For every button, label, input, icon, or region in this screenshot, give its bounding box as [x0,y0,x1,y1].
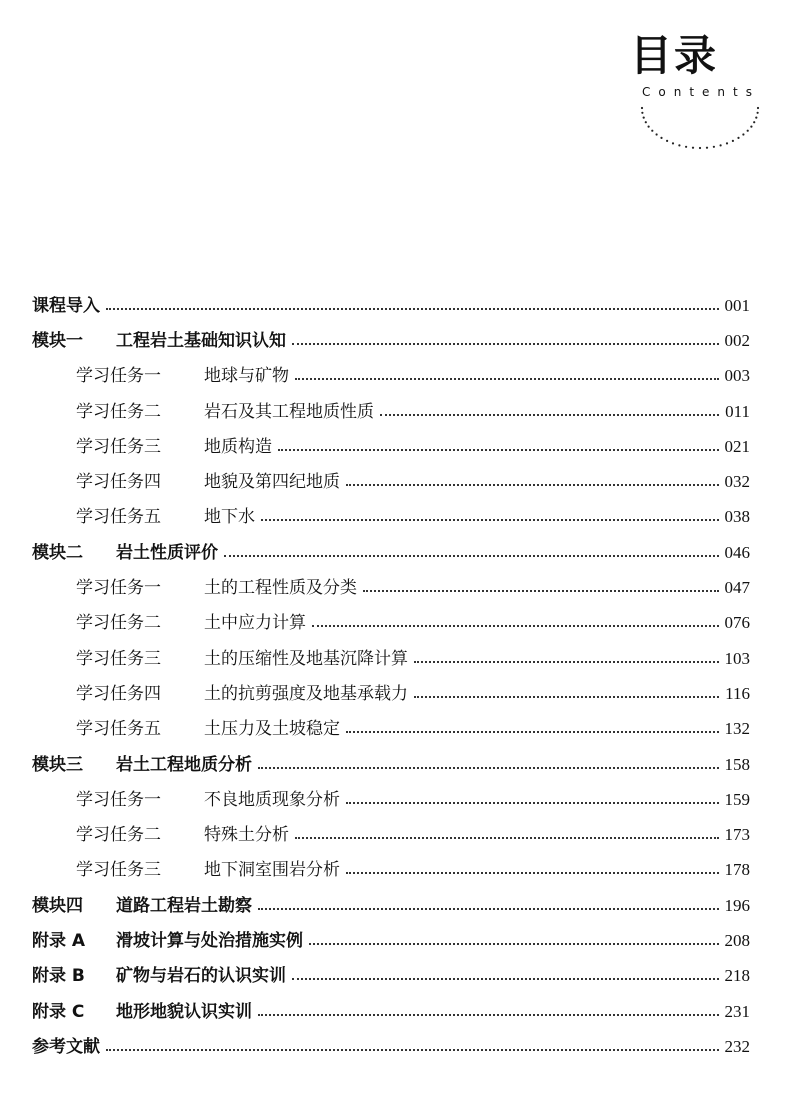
arc-dot [757,107,759,109]
toc-entry-number: 学习任务五 [76,507,161,528]
arc-dot [643,117,645,119]
toc-entry[interactable] [32,606,750,641]
dot-leader [295,378,719,380]
dot-leader [258,767,719,769]
dot-leader [292,343,719,345]
toc-entry-label [76,825,289,845]
toc-entry-page: 076 [724,613,750,633]
toc-entry[interactable] [32,712,750,747]
toc-entry-label [32,755,252,775]
arc-dot [750,126,752,128]
toc-entry-page: 001 [724,295,750,315]
toc-entry-title: 地球与矿物 [204,366,289,387]
arc-dot [685,146,687,148]
toc-entry-title: 岩土工程地质分析 [116,754,252,775]
toc-entry-number: 附录 A [32,930,86,951]
toc-entry-title: 参考文献 [32,1036,100,1057]
arc-dot [747,130,749,132]
toc-entry-page: 132 [724,719,750,739]
toc-entry[interactable] [32,676,750,711]
toc-entry-number: 学习任务四 [76,472,161,493]
toc-entry-page: 116 [725,683,750,703]
toc-entry-page: 003 [724,366,750,386]
toc-entry-title: 地貌及第四纪地质 [204,472,340,493]
toc-entry[interactable] [32,323,750,358]
toc-entry-number: 模块三 [32,754,83,775]
toc-entry-title: 滑坡计算与处治措施实例 [116,930,303,951]
toc-entry-number: 附录 C [32,1001,85,1022]
toc-entry-label [32,931,303,951]
arc-dot [648,126,650,128]
dot-leader [258,1014,719,1016]
dot-leader [295,837,719,839]
toc-entry-number: 模块四 [32,895,83,916]
toc-entry-number: 学习任务五 [76,719,161,740]
arc-dot [692,147,694,149]
arc-dot [660,137,662,139]
toc-entry-title: 课程导入 [32,295,100,316]
dot-leader [380,414,719,416]
arc-dot [699,147,701,149]
toc-entry[interactable] [32,994,750,1029]
toc-entry[interactable] [32,500,750,535]
arc-dot [753,121,755,123]
dot-leader [346,731,719,733]
dot-leader [414,696,719,698]
toc-entry[interactable] [32,535,750,570]
toc-entry[interactable] [32,923,750,958]
toc-entry[interactable] [32,959,750,994]
toc-entry[interactable] [32,429,750,464]
toc-entry-number: 学习任务一 [76,578,161,599]
toc-entry[interactable] [32,394,750,429]
toc-entry-label [76,437,272,457]
toc-entry-label [76,507,255,527]
arc-dot [757,112,759,114]
toc-entry-label [76,613,306,633]
dot-leader [346,484,719,486]
dot-leader [258,908,719,910]
toc-entry-label [76,790,340,810]
dot-leader [346,802,719,804]
arc-dot [672,142,674,144]
toc-entry-number: 学习任务二 [76,401,161,422]
arc-dot [737,137,739,139]
toc-entry-title: 岩土性质评价 [116,542,218,563]
toc-entry[interactable] [32,817,750,852]
dot-leader [312,625,719,627]
toc-entry[interactable] [32,359,750,394]
toc-entry-label [76,684,408,704]
arc-dot [706,147,708,149]
toc-entry-number: 学习任务三 [76,436,161,457]
toc-entry-title: 道路工程岩土勘察 [116,895,252,916]
toc-entry-label [76,719,340,739]
page-title: 目录 [629,31,718,80]
toc-entry-page: 011 [725,401,750,421]
toc-entry[interactable] [32,570,750,605]
toc-entry-title: 土的压缩性及地基沉降计算 [204,648,408,669]
toc-entry-number: 附录 B [32,966,85,987]
arc-dot [651,130,653,132]
toc-entry-number: 学习任务四 [76,683,161,704]
dot-leader [363,590,719,592]
arc-dot [732,140,734,142]
dot-leader [292,978,719,980]
arc-dot [726,142,728,144]
table-of-contents [32,288,750,1065]
dot-leader [309,943,719,945]
toc-entry-page: 047 [724,578,750,598]
toc-entry-number: 学习任务二 [76,825,161,846]
toc-entry-label [32,543,218,563]
toc-entry-label [76,366,289,386]
toc-entry-page: 173 [724,825,750,845]
toc-entry-label [76,402,374,422]
toc-entry-label [32,1037,100,1057]
toc-entry-page: 038 [724,507,750,527]
toc-entry-page: 178 [724,860,750,880]
toc-entry-page: 218 [724,966,750,986]
toc-entry-number: 学习任务一 [76,366,161,387]
toc-entry-title: 矿物与岩石的认识实训 [116,966,286,987]
arc-dot [720,144,722,146]
arc-dot [678,144,680,146]
page-subtitle: Contents [642,85,760,99]
toc-entry[interactable] [32,464,750,499]
toc-entry-page: 158 [724,754,750,774]
toc-entry-title: 地质构造 [204,436,272,457]
toc-entry-label [32,331,286,351]
toc-entry[interactable] [32,747,750,782]
toc-entry-number: 学习任务三 [76,860,161,881]
toc-entry-label [76,472,340,492]
toc-header [600,30,760,160]
dot-leader [106,1049,719,1051]
toc-entry-page: 046 [724,542,750,562]
toc-entry[interactable] [32,782,750,817]
toc-entry-title: 土的工程性质及分类 [204,578,357,599]
toc-entry-label [32,896,252,916]
dot-leader [346,872,719,874]
toc-entry-page: 032 [724,472,750,492]
arc-dot [641,107,643,109]
toc-entry-label [76,649,408,669]
toc-entry-title: 不良地质现象分析 [204,789,340,810]
arc-dot [645,121,647,123]
toc-entry-page: 208 [724,930,750,950]
toc-entry-number: 学习任务三 [76,648,161,669]
toc-entry-title: 地形地貌认识实训 [116,1001,252,1022]
toc-entry-page: 231 [724,1001,750,1021]
dot-leader [224,555,719,557]
toc-entry-page: 021 [724,436,750,456]
dot-leader [414,661,719,663]
toc-entry[interactable] [32,853,750,888]
dot-leader [106,308,719,310]
toc-entry-page: 103 [724,648,750,668]
toc-entry-title: 地下水 [204,507,255,528]
toc-entry-number: 模块一 [32,330,83,351]
arc-dot [656,133,658,135]
toc-entry-title: 土的抗剪强度及地基承载力 [204,683,408,704]
toc-entry-title: 岩石及其工程地质性质 [204,401,374,422]
toc-entry[interactable] [32,1029,750,1064]
arc-dot [713,146,715,148]
toc-entry-label [32,296,100,316]
toc-entry-number: 模块二 [32,542,83,563]
toc-entry-page: 232 [724,1036,750,1056]
arc-dot [666,140,668,142]
toc-entry-title: 工程岩土基础知识认知 [116,330,286,351]
arc-dot [755,117,757,119]
toc-entry-label [32,966,286,986]
dot-leader [261,519,719,521]
toc-entry-label [76,578,357,598]
toc-entry-title: 土中应力计算 [204,613,306,634]
toc-entry-number: 学习任务一 [76,789,161,810]
toc-entry-title: 土压力及土坡稳定 [204,719,340,740]
toc-entry-title: 特殊土分析 [204,825,289,846]
toc-entry[interactable] [32,888,750,923]
dot-leader [278,449,719,451]
toc-entry[interactable] [32,641,750,676]
toc-entry-label [32,1002,252,1022]
toc-entry-page: 159 [724,789,750,809]
toc-entry-page: 196 [724,895,750,915]
toc-entry[interactable] [32,288,750,323]
arc-dot [742,133,744,135]
arc-dot [641,112,643,114]
toc-entry-title: 地下洞室围岩分析 [204,860,340,881]
toc-entry-number: 学习任务二 [76,613,161,634]
toc-entry-label [76,860,340,880]
dotted-arc-decoration [640,100,760,160]
toc-entry-page: 002 [724,330,750,350]
